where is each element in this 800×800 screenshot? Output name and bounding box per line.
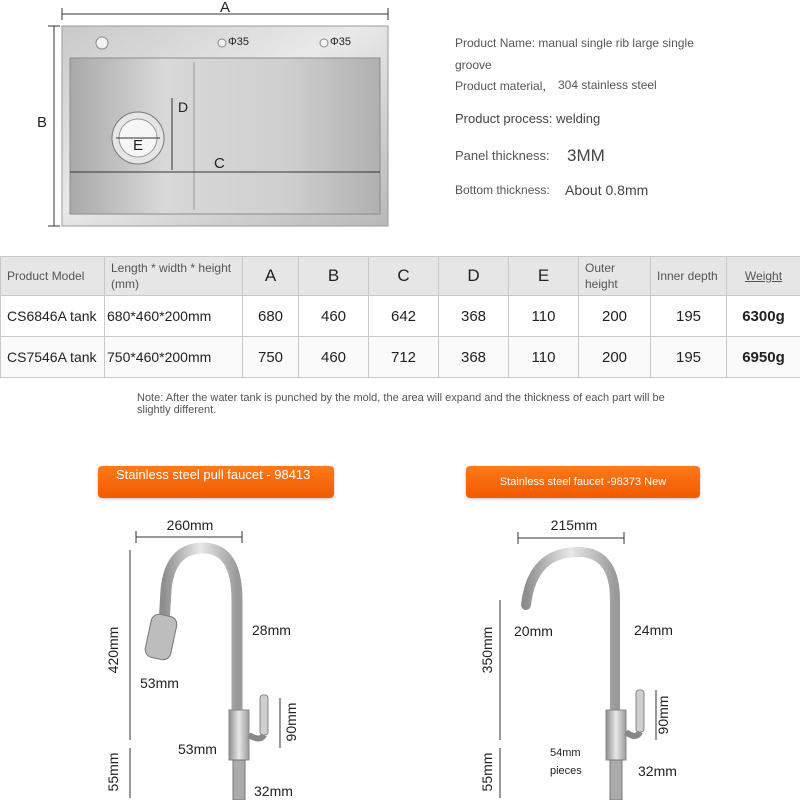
right-base-label: 55mm — [479, 752, 495, 792]
faucet-right-diagram — [470, 510, 700, 800]
spec-product-name: Product Name: manual single rib large single groove — [455, 36, 694, 72]
right-body-label-2: pieces — [550, 765, 582, 777]
cell-lwh: 680*460*200mm — [105, 296, 243, 337]
cell-c: 712 — [369, 337, 439, 378]
faucet-hole-1 — [96, 37, 108, 49]
right-neck-label: 24mm — [634, 622, 673, 638]
cell-weight: 6950g — [727, 337, 800, 378]
cell-c: 642 — [369, 296, 439, 337]
spec-process: Product process: welding — [455, 111, 601, 126]
left-body-label: 53mm — [178, 741, 217, 757]
cell-e: 110 — [509, 296, 579, 337]
table-header-row — [1, 257, 800, 296]
dim-d-label: D — [178, 99, 189, 115]
cell-model: CS7546A tank — [1, 337, 105, 378]
cell-a: 680 — [243, 296, 299, 337]
header-a: A — [243, 257, 299, 296]
table-row — [1, 337, 800, 378]
header-c: C — [369, 257, 439, 296]
cell-e: 110 — [509, 337, 579, 378]
cell-a: 750 — [243, 337, 299, 378]
header-outer-height: Outer height — [579, 257, 651, 296]
cell-d: 368 — [439, 296, 509, 337]
right-spout-label: 20mm — [514, 623, 553, 639]
left-handle — [260, 695, 268, 735]
left-handle-label: 90mm — [283, 702, 299, 742]
right-handle — [636, 690, 644, 732]
header-product-model: Product Model — [1, 257, 105, 296]
dim-e-label: E — [132, 137, 144, 154]
spec-material-value: 304 stainless steel — [558, 78, 657, 92]
faucet-left-diagram — [90, 510, 330, 800]
faucet-left-title: Stainless steel pull faucet - 98413 — [98, 466, 334, 498]
left-shank-label: 32mm — [254, 783, 293, 799]
spec-table — [0, 256, 800, 378]
right-shank-label: 32mm — [638, 763, 677, 779]
hole-label-1: Φ35 — [228, 36, 250, 48]
dim-a-label: A — [219, 0, 231, 16]
spec-bottom-value: About 0.8mm — [565, 182, 649, 198]
sink-diagram — [0, 0, 430, 240]
right-handle-label: 90mm — [655, 695, 671, 735]
header-weight: Weight — [727, 257, 800, 296]
cell-model: CS6846A tank — [1, 296, 105, 337]
hole-label-2: Φ35 — [330, 36, 352, 48]
faucet-right-title: Stainless steel faucet -98373 New — [466, 466, 700, 498]
spec-panel-value: 3MM — [567, 146, 605, 165]
right-body-label-1: 54mm — [550, 747, 581, 759]
spec-bottom-label: Bottom thickness: — [455, 183, 550, 197]
left-neck-label: 28mm — [252, 622, 291, 638]
cell-b: 460 — [299, 296, 369, 337]
header-e: E — [509, 257, 579, 296]
left-base-label: 55mm — [105, 752, 121, 792]
note-text: Note: After the water tank is punched by the mold, the area will expand and the thickness of each part will be slightly different. — [137, 392, 665, 416]
table-row — [1, 296, 800, 337]
cell-inner-depth: 195 — [651, 337, 727, 378]
left-pull-head — [144, 613, 179, 661]
faucet-hole-3 — [320, 39, 328, 47]
dim-b-label: B — [36, 114, 48, 131]
cell-lwh: 750*460*200mm — [105, 337, 243, 378]
header-inner-depth: Inner depth — [651, 257, 727, 296]
spec-panel-label: Panel thickness: — [455, 148, 550, 163]
cell-outer-height: 200 — [579, 337, 651, 378]
header-b: B — [299, 257, 369, 296]
cell-d: 368 — [439, 337, 509, 378]
cell-b: 460 — [299, 337, 369, 378]
left-height-label: 420mm — [105, 626, 121, 674]
cell-inner-depth: 195 — [651, 296, 727, 337]
header-dimensions: Length * width * height (mm) — [105, 257, 243, 296]
faucet-hole-2 — [218, 39, 226, 47]
left-head-label: 53mm — [140, 675, 179, 691]
left-shank — [233, 760, 245, 800]
spec-material-label: Product material， — [455, 79, 555, 93]
dim-c-label: C — [214, 155, 225, 172]
left-width-label: 260mm — [166, 517, 214, 533]
right-width-label: 215mm — [550, 517, 598, 533]
left-body — [229, 710, 249, 760]
right-height-label: 350mm — [479, 626, 495, 674]
cell-outer-height: 200 — [579, 296, 651, 337]
right-body — [606, 710, 626, 760]
header-d: D — [439, 257, 509, 296]
right-shank — [610, 760, 622, 800]
cell-weight: 6300g — [727, 296, 800, 337]
